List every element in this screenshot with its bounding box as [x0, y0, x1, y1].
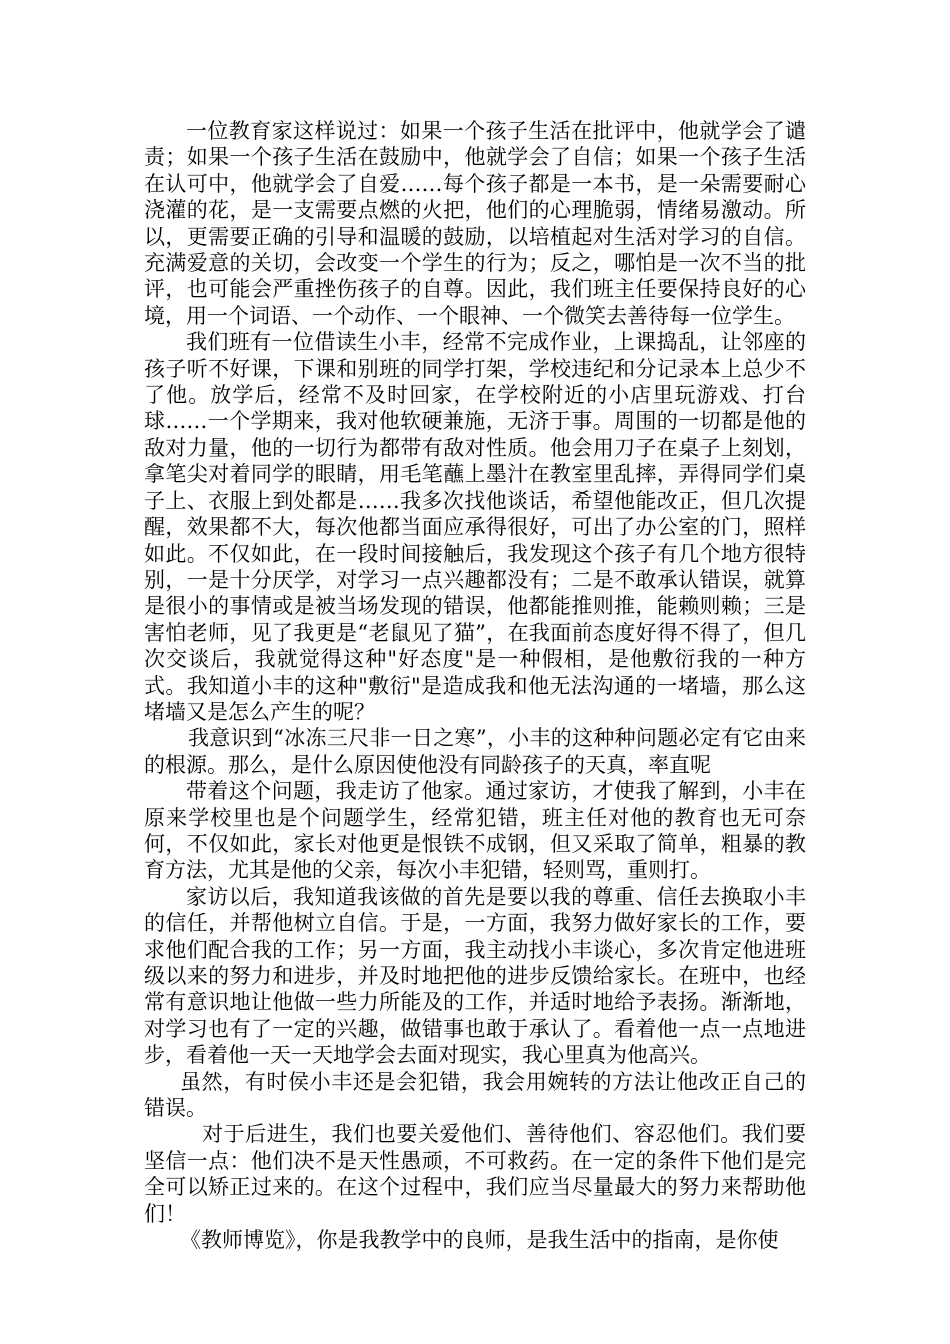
paragraph-6: 虽然，有时侯小丰还是会犯错，我会用婉转的方法让他改正自己的错误。: [144, 1069, 806, 1121]
paragraph-8: 《教师博览》，你是我教学中的良师，是我生活中的指南，是你使: [180, 1228, 779, 1253]
paragraph-4: 带着这个问题，我走访了他家。通过家访，才使我了解到，小丰在原来学校里也是个问题学生，经常犯错，班主任对他的教育也无可奈何，不仅如此，家长对他更是恨铁不成钢，但又采取了简单，粗暴的教育方法，尤其是他的父亲，每次小丰犯错，轻则骂，重则打。: [144, 779, 806, 883]
document-page: [144, 118, 806, 1253]
paragraph-2: 我们班有一位借读生小丰，经常不完成作业，上课捣乱，让邻座的孩子听不好课，下课和别班的同学打架，学校违纪和分记录本上总少不了他。放学后，经常不及时回家，在学校附近的小店里玩游戏、打台球……一个学期来，我对他软硬兼施，无济于事。周围的一切都是他的敌对力量，他的一切行为都带有敌对性质。他会用刀子在桌子上刻划，拿笔尖对着同学的眼睛，用毛笔蘸上墨汁在教室里乱摔，弄得同学们桌子上、衣服上到处都是……我多次找他谈话，希望他能改正，但几次提醒，效果都不大，每次他都当面应承得很好，可出了办公室的门，照样如此。不仅如此，在一段时间接触后，我发现这个孩子有几个地方很特别，一是十分厌学，对学习一点兴趣都没有；二是不敢承认错误，就算是很小的事情或是被当场发现的错误，他都能推则推，能赖则赖；三是害怕老师，见了我更是“老鼠见了猫”，在我面前态度好得不得了，但几次交谈后，我就觉得这种"好态度"是一种假相，是他敷衍我的一种方式。我知道小丰的这种"敷衍"是造成我和他无法沟通的一堵墙，那么这堵墙又是怎么产生的呢？: [144, 330, 806, 724]
paragraph-7: 对于后进生，我们也要关爱他们、善待他们、容忍他们。我们要坚信一点：他们决不是天性愚顽，不可救药。在一定的条件下他们是完全可以矫正过来的。在这个过程中，我们应当尽量最大的努力来帮助他们！: [144, 1122, 806, 1226]
paragraph-3: 我意识到“冰冻三尺非一日之寒”，小丰的这种种问题必定有它由来的根源。那么，是什么原因使他没有同龄孩子的天真，率直呢: [144, 726, 806, 777]
paragraph-1: 一位教育家这样说过：如果一个孩子生活在批评中，他就学会了谴责；如果一个孩子生活在鼓励中，他就学会了自信；如果一个孩子生活在认可中，他就学会了自爱……每个孩子都是一本书，是一朵需要耐心浇灌的花，是一支需要点燃的火把，他们的心理脆弱，情绪易激动。所以，更需要正确的引导和温暖的鼓励，以培植起对生活对学习的自信。充满爱意的关切，会改变一个学生的行为；反之，哪怕是一次不当的批评，也可能会严重挫伤孩子的自尊。因此，我们班主任要保持良好的心境，用一个词语、一个动作、一个眼神、一个微笑去善待每一位学生。: [144, 119, 806, 328]
paragraph-5: 家访以后，我知道我该做的首先是要以我的尊重、信任去换取小丰的信任，并帮他树立自信。于是，一方面，我努力做好家长的工作，要求他们配合我的工作；另一方面，我主动找小丰谈心，多次肯定他进班级以来的努力和进步，并及时地把他的进步反馈给家长。在班中，也经常有意识地让他做一些力所能及的工作，并适时地给予表扬。渐渐地，对学习也有了一定的兴趣，做错事也敢于承认了。看着他一点一点地进步，看着他一天一天地学会去面对现实，我心里真为他高兴。: [144, 884, 806, 1068]
